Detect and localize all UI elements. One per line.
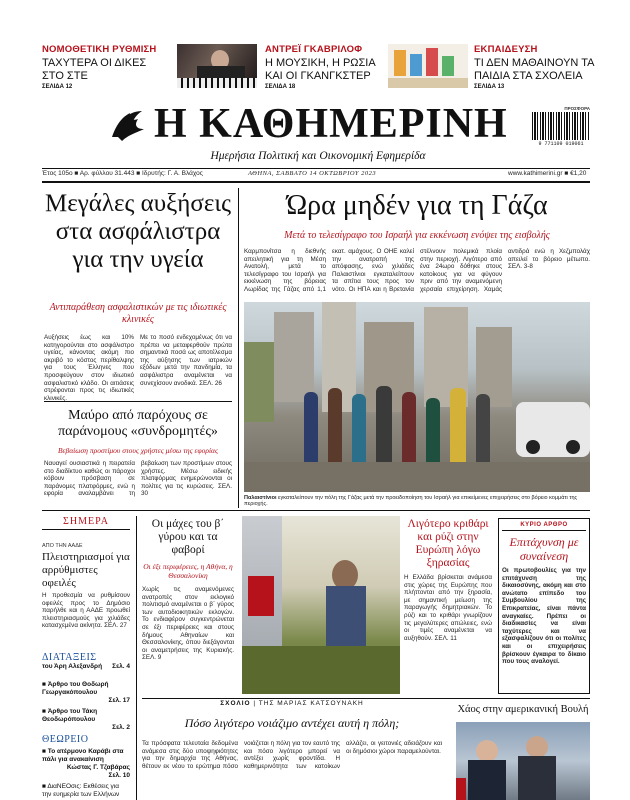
- teaser-headline: ΤΑΧΥΤΕΡΑ ΟΙ ΔΙΚΕΣ ΣΤΟ ΣΤΕ: [42, 57, 147, 82]
- teaser-2[interactable]: [265, 44, 377, 90]
- dateline-rule: [42, 181, 590, 183]
- left-main-deck: Αντιπαράθεση ασφαλιστικών με τις ιδιωτικές κλινικές: [49, 302, 227, 325]
- lead-body: Καρμπονίτσα η διεθνής απειλητική για τη Μέση Ανατολή, μετά το τελεσίγραφο του Ισραήλ για εκκένωση της βόρειας Λωρίδας της Γάζας από 1,1 εκατ. αμάχους. Ο ΟΗΕ καλεί την ανατροπή της απόφασης, ενώ χιλιάδες Παλαιστίνιοι εγκαταλείπουν τα σπίτια τους προς τον νότο. Οι ΗΠΑ και η Βρετανία στέλνουν πολεμικά πλοία στην περιοχή. Λιγότερο από ένα 24ωρο δόθηκε στους κατοίκους για να φύγουν πριν από την αναμενόμενη χερσαία επιχείρηση. Χαμάς αντιδρά ενώ η Χεζμπολάχ απειλεί το βόρειο μέτωπο. ΣΕΛ. 3-8: [244, 248, 590, 293]
- teaser-page: ΣΕΛΙΔΑ 13: [474, 84, 505, 90]
- bottom-rule: [142, 698, 590, 699]
- mid-rule: [42, 510, 590, 511]
- teaser-title: ΝΟΜΟΘΕΤΙΚΗ ΡΥΘΜΙΣΗ: [42, 44, 157, 55]
- barcode-tag: ΠΡΟΣΦΟΡΑ: [564, 106, 590, 111]
- teaser-3[interactable]: [474, 44, 594, 90]
- sidebar-diatazeis-row: [42, 663, 130, 671]
- bullet-icon: ■: [42, 708, 48, 715]
- comment-headline[interactable]: Πόσο λιγότερο νοιάζιμο αντέχει αυτή η πόλη;: [184, 716, 400, 730]
- sidebar-item-author: Κώστας Γ. Τζαβάρας: [66, 764, 130, 771]
- teaser-3-photo: [388, 44, 468, 88]
- sidebar-item-label: Άρθρο του Τάκη Θεοδωρόπουλου: [42, 708, 98, 723]
- col2-body: Χωρίς τις αναμενόμενες ανατροπές στον εκλογικό πολιτισμό αναμένεται ο β΄ γύρος των αυτοδιοικητικών εκλογών. Το ενδιαφέρον συγκεντρώνεται σε έξι περιφέρειες και στους δήμους Αθηναίων και Θεσσαλονίκης, όπου διεξάγονται οι αναμετρήσεις της Κυριακής. ΣΕΛ. 9: [142, 586, 234, 662]
- caption-text: εγκαταλείπουν την πόλη της Γάζας μετά την προειδοποίηση του Ισραήλ για επικείμενες επιχειρήσεις στο βόρειο κομμάτι της περιοχής.: [244, 495, 578, 507]
- dateline-right: www.kathimerini.gr ■ €1,20: [508, 170, 587, 177]
- barcode-number: 9 771109 019061: [538, 141, 584, 147]
- sidebar-page: Σελ. 2: [112, 724, 130, 731]
- left-second-deck: Βεβαίωση προστίμου στους χρήστες μέσω της εφορίας: [57, 446, 219, 455]
- sidebar-theoreio[interactable]: ΘΕΩΡΕΙΟ: [42, 734, 89, 745]
- lead-headline[interactable]: Ώρα μηδέν για τη Γάζα: [286, 190, 548, 221]
- comment-author: ΤΗΣ ΜΑΡΙΑΣ ΚΑΤΣΟΥΝΑΚΗ: [258, 700, 364, 707]
- sidebar-item-label: Άρθρο του Θοδωρή Γεωργακόπουλου: [42, 681, 109, 696]
- teaser-title: ΑΝΤΡΕΪ ΓΚΑΒΡΙΛΟΦ: [265, 44, 363, 55]
- sidebar-item-2[interactable]: [42, 708, 130, 724]
- teaser-page: ΣΕΛΙΔΑ 18: [265, 84, 296, 90]
- editorial-label: ΚΥΡΙΟ ΑΡΘΡΟ: [502, 522, 586, 531]
- comment-tag: ΣΧΟΛΙΟ: [220, 700, 251, 707]
- comment-label: [142, 700, 442, 707]
- sidebar-label: ΣΗΜΕΡΑ: [42, 516, 130, 530]
- editorial-body: Οι πρωτοβουλίες για την επιτάχυνση της δικαιοσύνης, ακόμη και στο ανώτατο επίπεδο του Συμβουλίου της Επικρατείας, είναι πάντα αναγκαίες. Πρέπει οι διαδικασίες να είναι ταχύτερες και να εξασφαλίζουν ότι οι πολίτες και οι επιχειρήσεις βρίσκουν έγκαιρα το δίκαιο που τους αναλογεί.: [502, 567, 586, 666]
- sidebar-item-4[interactable]: [42, 783, 130, 799]
- right-bottom-headline[interactable]: Χάος στην αμερικανική Βουλή: [457, 704, 589, 715]
- sidebar-diatazeis[interactable]: ΔΙΑΤΑΞΕΙΣ: [42, 652, 97, 663]
- bullet-icon: ■: [42, 681, 48, 688]
- sidebar-page: Σελ. 10: [108, 772, 130, 779]
- left-second-body: Ναυαγεί ουσιαστικά η πειρατεία στο διαδίκτυο καθώς οι πάροχοι κόβουν πρόσβαση σε παράνομες πλατφόρμες, ενώ η εφορία αναλαμβάνει τη βεβαίωση των προστίμων στους χρήστες. Μέσω ειδικής πλατφόρμας ενημερώνονται οι πολίτες για τις κυρώσεις. ΣΕΛ. 30: [44, 460, 232, 498]
- sidebar: [42, 516, 130, 799]
- sidebar-item-label: Το ατέρμονο Καράβι στα πάλι για ανακαίνιση: [42, 748, 124, 763]
- bullet-icon: ■: [42, 748, 48, 755]
- sidebar-sub-label: ΑΠΟ ΤΗΝ ΑΑΔΕ: [42, 543, 83, 549]
- editorial-headline[interactable]: Επιτάχυνση με συναίνεση: [509, 535, 579, 563]
- left-main-headline[interactable]: Μεγάλες αυξήσεις στα ασφάλιστρα για την υγεία: [45, 190, 231, 273]
- comment-body: Τα πρόσφατα τελευταία δεδομένα ανάμεσα στις δύο υποψηφιότητες για την δημαρχία της Αθήνας, θέτουν εκ νέου το ερώτημα πόσο νοιάζεται η πόλη για τον εαυτό της και πόσο λιγότερο μπορεί να αντέξει χωρίς φροντίδα. Η καθημερινότητα των κατοίκων αλλάζει, οι γειτονιές αδειάζουν και οι δημόσιοι χώροι παραμελούνται.: [142, 740, 442, 770]
- teaser-title: ΕΚΠΑΙΔΕΥΣΗ: [474, 44, 538, 55]
- left-divider: [44, 401, 232, 402]
- sidebar-body: Η προθεσμία να ρυθμίσουν οφειλές προς το Δημόσιο παρήλθε και η ΑΑΔΕ προωθεί πλειστηριασμούς για χιλιάδες κατασχεμένα ακίνητα. ΣΕΛ. 27: [42, 592, 130, 630]
- column-rule-left: [238, 188, 239, 508]
- sidebar-headline[interactable]: Πλειστηριασμοί για αρρύθμιστες οφειλές: [42, 551, 130, 589]
- left-second-headline[interactable]: Μαύρο από παρόχους σε παράνομους «συνδρομητές»: [58, 408, 218, 439]
- barcode: [532, 106, 590, 148]
- teaser-1[interactable]: [42, 44, 162, 90]
- sidebar-diatazeis-author: του Άρη Αλεξανδρή: [42, 663, 103, 670]
- masthead-title: Η ΚΑΘΗΜΕΡΙΝΗ: [154, 101, 508, 147]
- column-rule-sidebar: [136, 516, 137, 800]
- col3-photo: [242, 516, 400, 694]
- sidebar-item-label: ΔιαΝΕΟσις: Εκθέσεις για την ευημερία των Ελλήνων: [42, 783, 120, 798]
- masthead-subtitle: Ημερήσια Πολιτική και Οικονομική Εφημερίδα: [210, 150, 426, 162]
- col3-body: Η Ελλάδα βρίσκεται ανάμεσα στις χώρες της Ευρώπης που πλήττονται από την ξηρασία, με σημαντική μείωση της παραγωγής δημητριακών. Το ρύζι και το κριθάρι γνωρίζουν τις μεγαλύτερες απώλειες, ενώ οι τιμές αναμένεται να αυξηθούν. ΣΕΛ. 11: [404, 574, 492, 642]
- left-main-body-2: Με το ποσό ενδεχομένως ότι να πρέπει να μεταφερθούν πρώτα σημαντικά ποσά ως αποτέλεσμα της αύξησης των ιατρικών εξόδων μετά την πανδημία, τα ασφάλιστρα αναμένεται να συνεχίσουν ανοδικά. ΣΕΛ. 26: [140, 334, 232, 387]
- dateline-left: Έτος 105ο ■ Αρ. φύλλου 31.443 ■ Ιδρυτής: Γ. Α. Βλάχος: [42, 170, 203, 177]
- teaser-page: ΣΕΛΙΔΑ 12: [42, 84, 73, 90]
- lead-photo: [244, 302, 590, 492]
- teaser-2-photo: [177, 44, 257, 88]
- col2-headline[interactable]: Οι μάχες του β΄ γύρου και τα φαβορί: [151, 518, 225, 556]
- sidebar-item-1[interactable]: [42, 681, 130, 697]
- teaser-headline: Η ΜΟΥΣΙΚΗ, Η ΡΩΣΙΑ ΚΑΙ ΟΙ ΓΚΑΝΓΚΣΤΕΡ: [265, 57, 376, 82]
- lead-caption: [244, 495, 590, 507]
- col3-headline[interactable]: Λιγότερο κριθάρι και ρύζι στην Ευρώπη λόγω ξηρασίας: [407, 518, 489, 569]
- lead-deck: Μετά το τελεσίγραφο του Ισραήλ για εκκένωση ενόψει της εισβολής: [284, 230, 550, 241]
- sidebar-page: Σελ. 4: [112, 663, 130, 670]
- caption-label: Παλαιστίνιοι: [244, 495, 277, 501]
- comment-separator: |: [253, 700, 259, 707]
- col2-deck: Οι έξι περιφέρειες, η Αθήνα, η Θεσσαλονίκη: [143, 562, 233, 580]
- sidebar-item-3[interactable]: [42, 748, 130, 764]
- sidebar-page: Σελ. 17: [108, 697, 130, 704]
- left-main-body-1: Αυξήσεις έως και 10% κατηγορούνται στο ασφάλιστρο υγείας, κάνοντας ακόμη πιο ακριβό το κόστος περίθαλψης για τους Έλληνες που προσφεύγουν στον ιδιωτικό ασφαλιστικό κλάδο. Οι αιτιάσεις στρέφονται προς τις ιδιωτικές κλινικές.: [44, 334, 134, 402]
- right-bottom-photo: [456, 722, 590, 800]
- editorial-box: [498, 518, 590, 694]
- teaser-headline: ΤΙ ΔΕΝ ΜΑΘΑΙΝΟΥΝ ΤΑ ΠΑΙΔΙΑ ΣΤΑ ΣΧΟΛΕΙΑ: [474, 57, 594, 82]
- logo-icon: [108, 107, 148, 145]
- dateline-center: ΑΘΗΝΑ, ΣΑΒΒΑΤΟ 14 ΟΚΤΩΒΡΙΟΥ 2023: [248, 170, 377, 177]
- masthead-rule: [42, 168, 590, 169]
- bullet-icon: ■: [42, 783, 48, 790]
